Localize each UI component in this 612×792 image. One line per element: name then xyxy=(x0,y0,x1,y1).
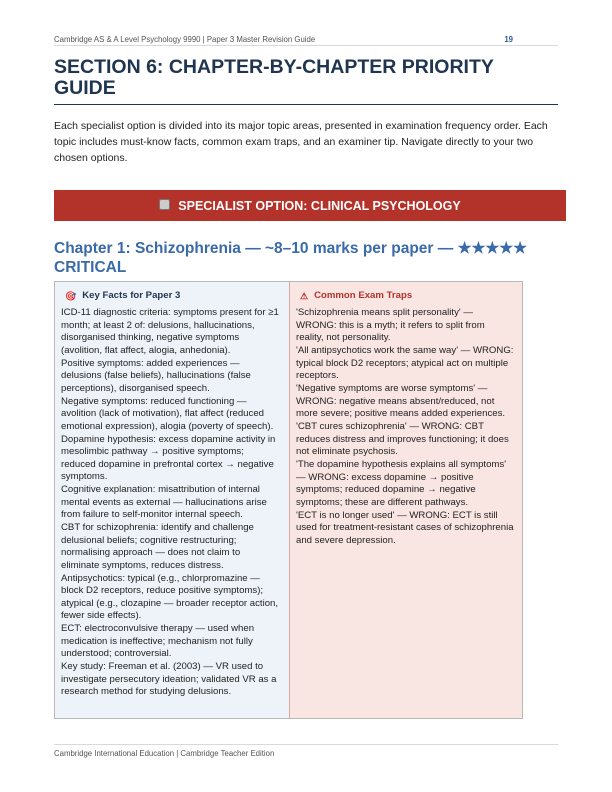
warning-icon: ⚠ xyxy=(300,290,309,301)
exam-trap-item: 'Negative symptoms are worse symptoms' — WRONG: negative means absent/reduced, not more severe; positive means added experiences. xyxy=(296,383,506,419)
key-facts-card xyxy=(54,281,289,719)
key-fact-item: Cognitive explanation: misattribution of internal mental events as external — hallucinations arise from failure to self-monitor internal speech. xyxy=(61,484,267,520)
title-divider xyxy=(54,104,558,105)
exam-traps-card xyxy=(289,281,523,719)
page-number: 19 xyxy=(504,35,513,44)
banner-label: SPECIALIST OPTION: CLINICAL PSYCHOLOGY xyxy=(178,198,461,213)
exam-trap-item: 'Schizophrenia means split personality' — WRONG: this is a myth; it refers to split from reality, not personality. xyxy=(296,307,485,343)
chapter-title: Chapter 1: Schizophrenia — ~8–10 marks per paper — ★★★★★ CRITICAL xyxy=(54,240,528,276)
header-title: Cambridge AS & A Level Psychology 9990 | Paper 3 Master Revision Guide xyxy=(54,35,316,44)
exam-trap-item: 'CBT cures schizophrenia' — WRONG: CBT reduces distress and improves functioning; it does not eliminate psychosis. xyxy=(296,421,509,457)
exam-trap-item: 'All antipsychotics work the same way' — WRONG: typical block D2 receptors; atypical act on multiple receptors. xyxy=(296,345,514,381)
key-facts-header xyxy=(65,290,180,301)
exam-trap-item: 'The dopamine hypothesis explains all symptoms' — WRONG: excess dopamine → positive symptoms; reduced dopamine → negative symptoms; these are different pathways. xyxy=(296,459,507,508)
exam-traps-list xyxy=(296,307,514,548)
section-title: SECTION 6: CHAPTER-BY-CHAPTER PRIORITY GUIDE xyxy=(54,56,494,99)
hospital-icon xyxy=(159,199,170,210)
key-facts-heading: Key Facts for Paper 3 xyxy=(82,290,181,301)
key-fact-item: Dopamine hypothesis: excess dopamine activity in mesolimbic pathway → positive symptoms; reduced dopamine in prefrontal cortex → negative symptoms. xyxy=(61,433,276,482)
key-fact-item: Antipsychotics: typical (e.g., chlorpromazine — block D2 receptors, reduce positive symptoms); atypical (e.g., clozapine — broader receptor action, fewer side effects). xyxy=(61,572,279,621)
exam-trap-item: 'ECT is no longer used' — WRONG: ECT is still used for treatment-resistant cases of schizophrenia and severe depression. xyxy=(296,509,514,546)
running-footer xyxy=(54,744,558,756)
key-fact-item: Negative symptoms: reduced functioning — avolition (lack of motivation), flat affect (reduced emotional expression), alogia (poverty of speech). xyxy=(61,395,274,432)
exam-traps-heading: Common Exam Traps xyxy=(314,290,413,301)
running-header xyxy=(54,32,558,46)
key-fact-item: CBT for schizophrenia: identify and challenge delusional beliefs; cognitive restructuring; normalising approach — does not claim to eliminate symptoms, reduces distress. xyxy=(61,522,254,571)
key-fact-item: Positive symptoms: added experiences — delusions (false beliefs), hallucinations (false perceptions), disorganised speech. xyxy=(61,357,251,394)
intro-paragraph: Each specialist option is divided into its major topic areas, presented in examination frequency order. Each topic includes must-know facts, common exam traps, and an examiner tip. Navigate directly to your two chosen options. xyxy=(54,120,548,164)
target-icon: 🎯 xyxy=(65,290,77,301)
key-facts-list xyxy=(61,307,281,699)
footer-text: Cambridge International Education | Cambridge Teacher Edition xyxy=(54,749,275,758)
exam-traps-header xyxy=(300,290,412,301)
specialist-option-banner xyxy=(54,190,566,221)
key-fact-item: ICD-11 diagnostic criteria: symptoms present for ≥1 month; at least 2 of: delusions, hallucinations, disorganised thinking, negative symptoms (avolition, flat affect, alogia, anhedonia). xyxy=(61,307,279,356)
key-fact-item: Key study: Freeman et al. (2003) — VR used to investigate persecutory ideation; validated VR as a research method for studying delusions. xyxy=(61,661,277,697)
key-fact-item: ECT: electroconvulsive therapy — used when medication is ineffective; mechanism not fully understood; controversial. xyxy=(61,623,255,659)
